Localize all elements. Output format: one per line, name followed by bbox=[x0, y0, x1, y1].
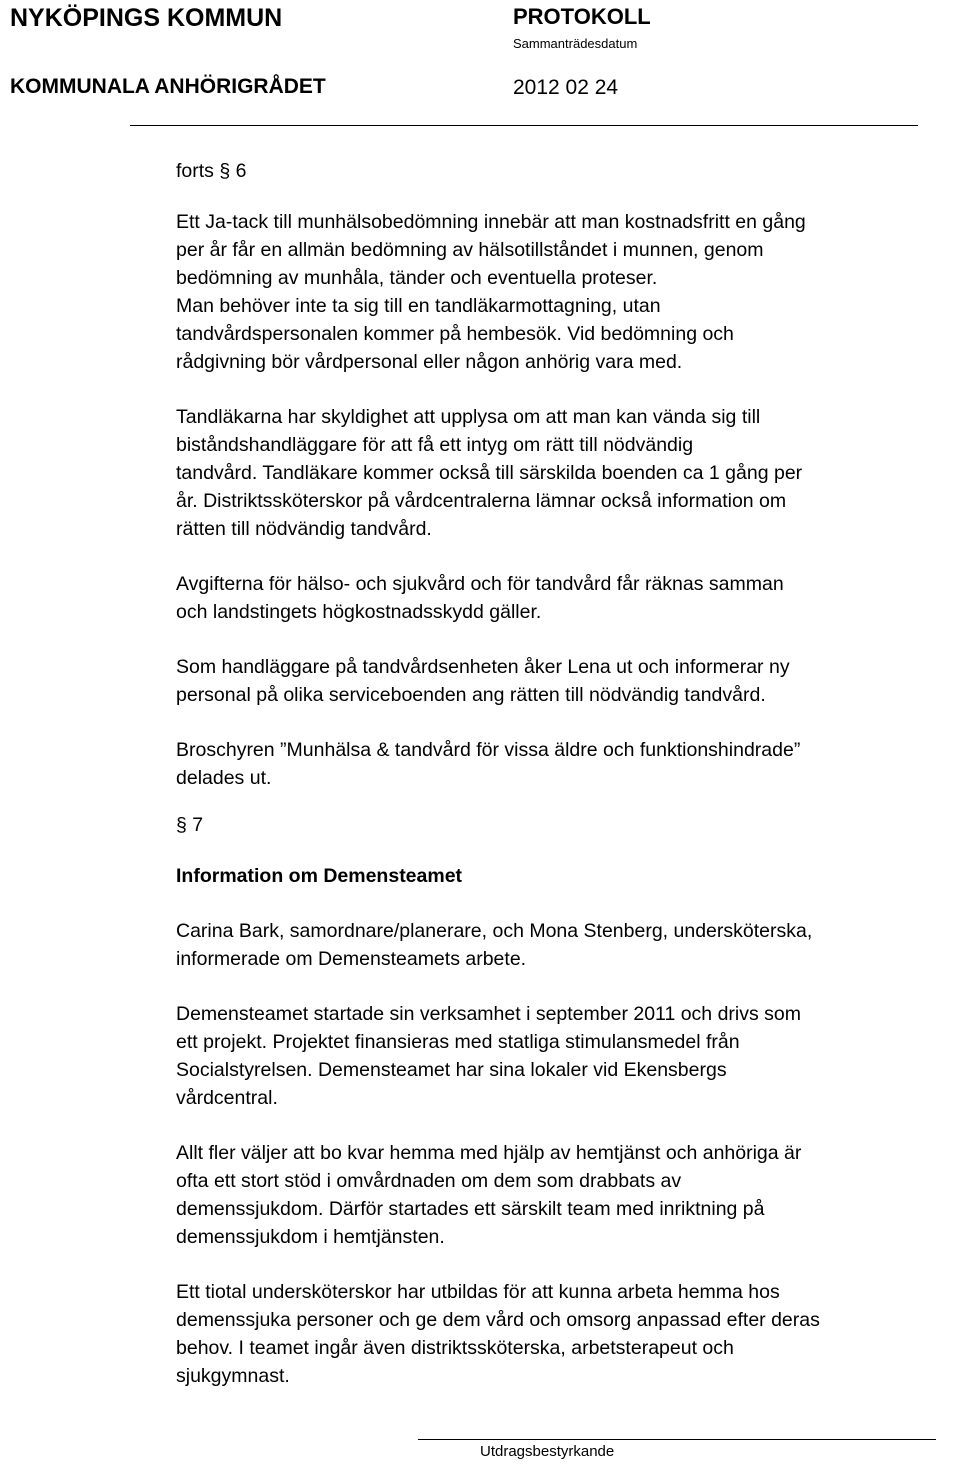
text-line: Carina Bark, samordnare/planerare, och Mona Stenberg, undersköterska, bbox=[176, 920, 813, 942]
text-line: informerade om Demensteamets arbete. bbox=[176, 948, 527, 970]
certification-label: Utdragsbestyrkande bbox=[480, 1443, 615, 1460]
text-line: tandvårdspersonalen kommer på hembesök. Vid bedömning och bbox=[176, 323, 734, 345]
text-line: rådgivning bör vårdpersonal eller någon anhörig vara med. bbox=[176, 351, 683, 373]
signature-line bbox=[418, 1439, 936, 1440]
continued-section-label: forts § 6 bbox=[176, 160, 247, 182]
paragraph bbox=[176, 917, 960, 973]
text-line: Tandläkarna har skyldighet att upplysa om att man kan vända sig till bbox=[176, 406, 761, 428]
paragraph bbox=[176, 1139, 960, 1251]
text-line: demenssjukdom. Därför startades ett särskilt team med inriktning på bbox=[176, 1198, 765, 1220]
text-line: Avgifterna för hälso- och sjukvård och för tandvård får räknas samman bbox=[176, 573, 784, 595]
paragraph bbox=[176, 208, 960, 376]
header-divider bbox=[130, 125, 918, 126]
committee-name: KOMMUNALA ANHÖRIGRÅDET bbox=[10, 75, 326, 98]
document-body bbox=[176, 152, 960, 1417]
text-line: behov. I teamet ingår även distriktssköterska, arbetsterapeut och bbox=[176, 1337, 734, 1359]
document-type: PROTOKOLL bbox=[513, 4, 651, 29]
text-line: demenssjuka personer och ge dem vård och omsorg anpassad efter deras bbox=[176, 1309, 820, 1331]
text-line: sjukgymnast. bbox=[176, 1365, 290, 1387]
paragraph bbox=[176, 1278, 960, 1390]
text-line: tandvård. Tandläkare kommer också till särskilda boenden ca 1 gång per bbox=[176, 462, 803, 484]
organization-name: NYKÖPINGS KOMMUN bbox=[10, 4, 283, 32]
text-line: år. Distriktssköterskor på vårdcentralerna lämnar också information om bbox=[176, 490, 787, 512]
text-line: delades ut. bbox=[176, 767, 272, 789]
section-heading: Information om Demensteamet bbox=[176, 865, 463, 887]
text-line: personal på olika serviceboenden ang rätten till nödvändig tandvård. bbox=[176, 684, 766, 706]
text-line: Socialstyrelsen. Demensteamet har sina lokaler vid Ekensbergs bbox=[176, 1059, 727, 1081]
paragraph bbox=[176, 570, 960, 626]
meeting-date: 2012 02 24 bbox=[513, 76, 619, 99]
text-line: Som handläggare på tandvårdsenheten åker Lena ut och informerar ny bbox=[176, 656, 790, 678]
text-line: per år får en allmän bedömning av hälsotillståndet i munnen, genom bbox=[176, 239, 764, 261]
text-line: Demensteamet startade sin verksamhet i september 2011 och drivs som bbox=[176, 1003, 801, 1025]
text-line: Man behöver inte ta sig till en tandläkarmottagning, utan bbox=[176, 295, 661, 317]
paragraph bbox=[176, 736, 960, 792]
paragraph bbox=[176, 1000, 960, 1112]
text-line: demenssjukdom i hemtjänsten. bbox=[176, 1226, 445, 1248]
paragraph bbox=[176, 403, 960, 543]
text-line: Ett tiotal undersköterskor har utbildas för att kunna arbeta hemma hos bbox=[176, 1281, 780, 1303]
text-line: rätten till nödvändig tandvård. bbox=[176, 518, 432, 540]
text-line: Broschyren ”Munhälsa & tandvård för vissa äldre och funktionshindrade” bbox=[176, 739, 801, 761]
text-line: Ett Ja-tack till munhälsobedömning innebär att man kostnadsfritt en gång bbox=[176, 211, 806, 233]
text-line: Allt fler väljer att bo kvar hemma med hjälp av hemtjänst och anhöriga är bbox=[176, 1142, 802, 1164]
paragraph bbox=[176, 653, 960, 709]
text-line: biståndshandläggare för att få ett intyg om rätt till nödvändig bbox=[176, 434, 694, 456]
text-line: ofta ett stort stöd i omvårdnaden om dem som drabbats av bbox=[176, 1170, 682, 1192]
text-line: ett projekt. Projektet finansieras med statliga stimulansmedel från bbox=[176, 1031, 740, 1053]
text-line: vårdcentral. bbox=[176, 1087, 278, 1109]
text-line: och landstingets högkostnadsskydd gäller. bbox=[176, 601, 542, 623]
meeting-date-label: Sammanträdesdatum bbox=[513, 36, 638, 51]
section-mark: § 7 bbox=[176, 814, 204, 836]
text-line: bedömning av munhåla, tänder och eventuella proteser. bbox=[176, 267, 658, 289]
